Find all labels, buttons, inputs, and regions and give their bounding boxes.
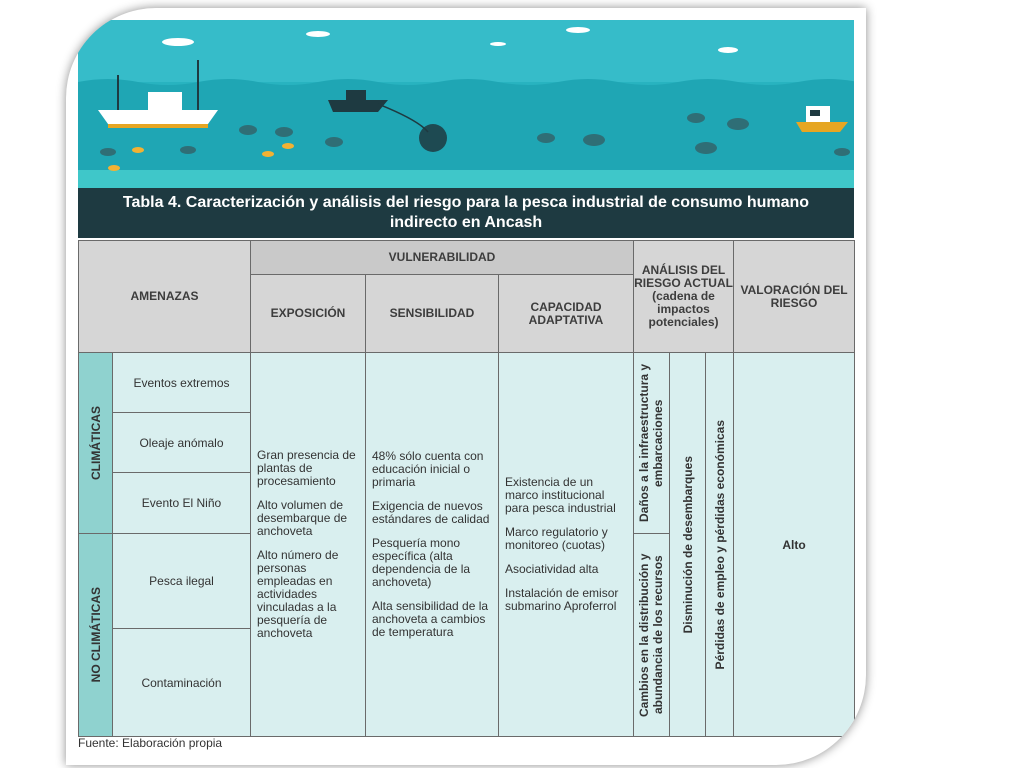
sensibilidad-item: Alta sensibilidad de la anchoveta a cambios de temperatura: [372, 599, 489, 639]
impacto-perdidas: Pérdidas de empleo y pérdidas económicas: [706, 353, 734, 737]
exposicion-cell: [251, 353, 366, 737]
valoracion-alto: Alto: [734, 353, 855, 737]
source-note: Fuente: Elaboración propia: [78, 736, 223, 750]
threat-oleaje-anomalo: Oleaje anómalo: [113, 413, 251, 473]
header-sensibilidad: SENSIBILIDAD: [366, 275, 499, 353]
document-frame: [66, 8, 866, 765]
sensibilidad-item: Exigencia de nuevos estándares de calidad: [372, 499, 490, 526]
category-no-climaticas: NO CLIMÁTICAS: [79, 534, 113, 737]
exposicion-item: Alto número de personas empleadas en actividades vinculadas a la pesquería de anchoveta: [257, 548, 339, 640]
category-climaticas: CLIMÁTICAS: [79, 353, 113, 534]
table-title: Tabla 4. Caracterización y análisis del riesgo para la pesca industrial de consumo humano indirecto en Ancash: [78, 188, 854, 238]
capacidad-item: Marco regulatorio y monitoreo (cuotas): [505, 525, 608, 552]
threat-contaminacion: Contaminación: [113, 629, 251, 737]
threat-eventos-extremos: Eventos extremos: [113, 353, 251, 413]
impacto-cambios: Cambios en la distribución y abundancia de los recursos: [634, 534, 670, 737]
sensibilidad-item: 48% sólo cuenta con educación inicial o primaria: [372, 449, 484, 489]
header-amenazas: AMENAZAS: [79, 241, 251, 353]
capacidad-cell: [499, 353, 634, 737]
threat-evento-el-nino: Evento El Niño: [113, 473, 251, 534]
threat-pesca-ilegal: Pesca ilegal: [113, 534, 251, 629]
exposicion-item: Alto volumen de desembarque de anchoveta: [257, 498, 348, 538]
risk-table: [78, 240, 855, 737]
capacidad-item: Asociatividad alta: [505, 562, 599, 576]
capacidad-item: Instalación de emisor submarino Aproferrol: [505, 586, 619, 613]
sensibilidad-item: Pesquería mono específica (alta dependencia de la anchoveta): [372, 536, 471, 589]
sensibilidad-cell: [366, 353, 499, 737]
exposicion-item: Gran presencia de plantas de procesamiento: [257, 448, 356, 488]
header-analisis: ANÁLISIS DEL RIESGO ACTUAL (cadena de impactos potenciales): [634, 241, 734, 353]
header-exposicion: EXPOSICIÓN: [251, 275, 366, 353]
header-capacidad: CAPACIDAD ADAPTATIVA: [499, 275, 634, 353]
capacidad-item: Existencia de un marco institucional para pesca industrial: [505, 475, 616, 515]
impacto-danos: Daños a la infraestructura y embarcaciones: [634, 353, 670, 534]
impacto-disminucion: Disminución de desembarques: [670, 353, 706, 737]
header-vulnerabilidad: VULNERABILIDAD: [251, 241, 634, 275]
header-valoracion: VALORACIÓN DEL RIESGO: [734, 241, 855, 353]
fishing-banner-illustration: [78, 20, 854, 188]
